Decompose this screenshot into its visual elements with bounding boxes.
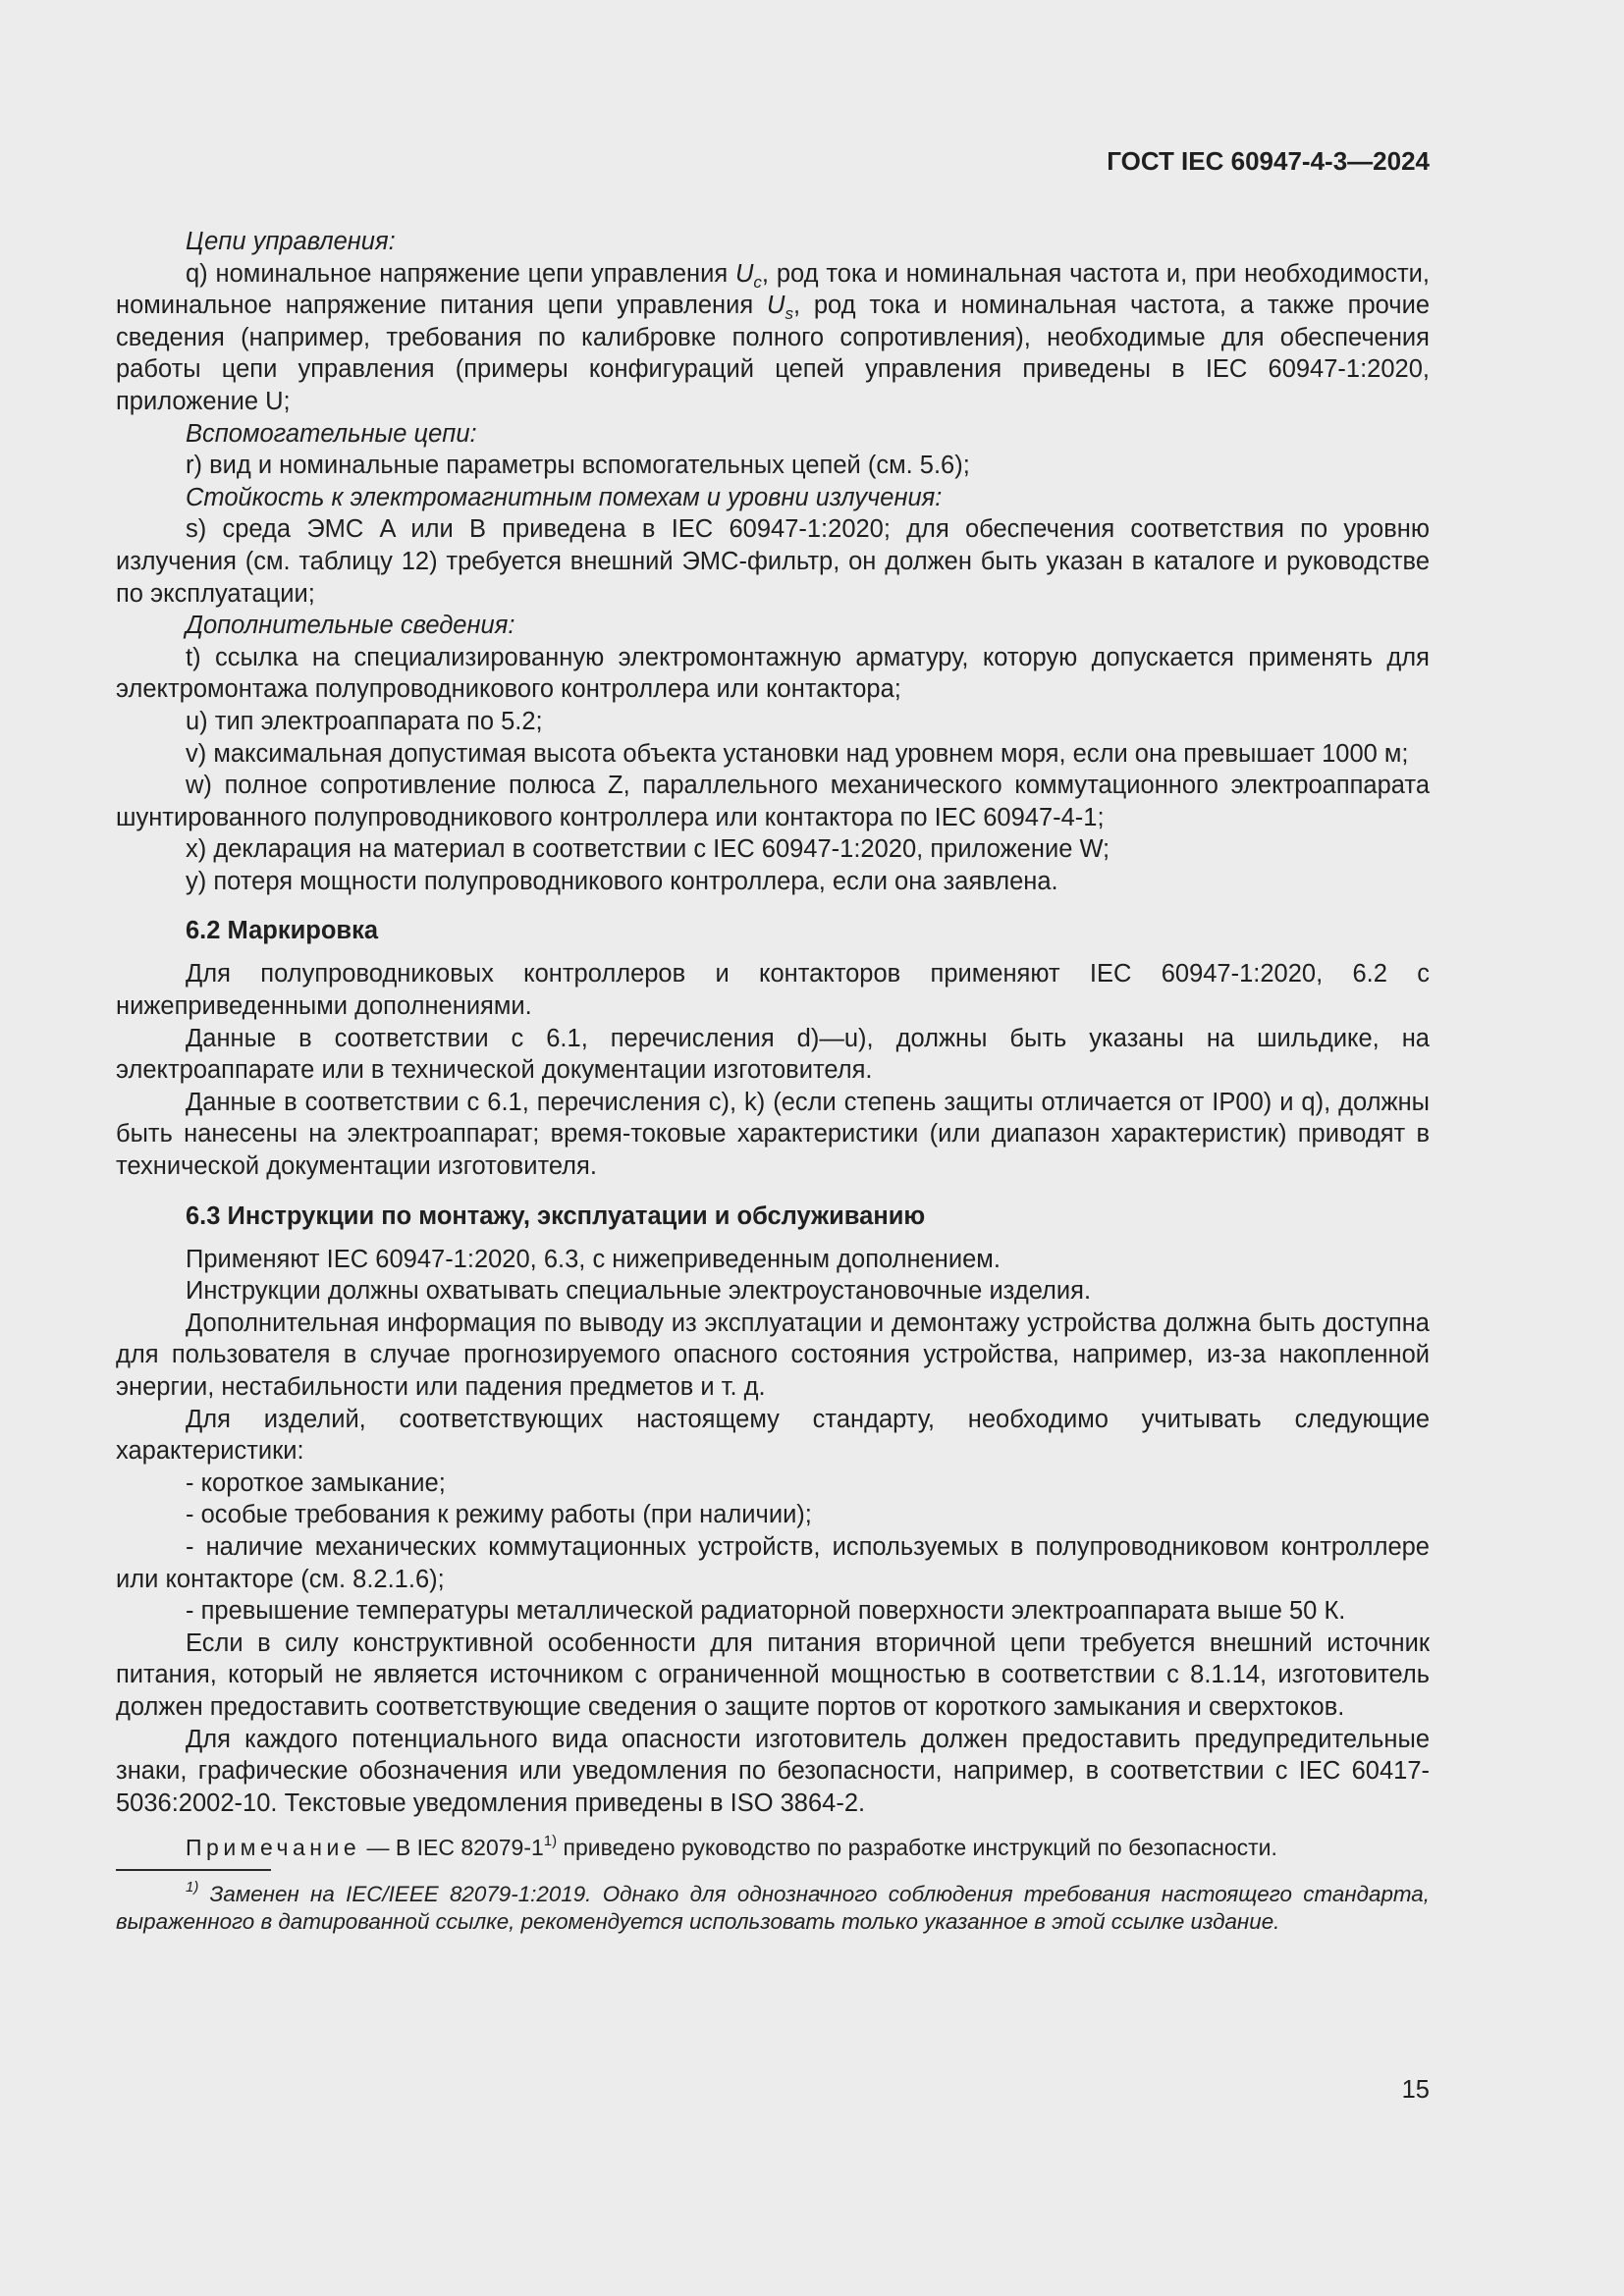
footnote-divider xyxy=(116,1869,271,1871)
list-item-x: x) декларация на материал в соответствии с IEC 60947-1:2020, приложение W; xyxy=(186,835,1110,864)
footnote-ref: 1) xyxy=(543,1833,558,1850)
list-item-s: s) среда ЭМС A или B приведена в IEC 60947-1:2020; для обеспечения соответствия по уровню излучения (см. таблицу 12) требуется внешний ЭМС-фильтр, он должен быть указан в каталоге и руководстве по эксплуатации; xyxy=(116,515,1430,608)
subheading-auxiliary-circuits: Вспомогательные цепи: xyxy=(186,419,477,448)
paragraph: Для изделий, соответствующих настоящему стандарту, необходимо учитывать следующие характеристики: xyxy=(116,1405,1430,1466)
paragraph: Если в силу конструктивной особенности для питания вторичной цепи требуется внешний источник питания, который не является источником с ограниченной мощностью в соответствии с 8.1.14, изготовитель должен предоставить соответствующие сведения о защите портов от короткого замыкания и сверхтоков. xyxy=(116,1629,1430,1721)
dash-list-item: - короткое замыкание; xyxy=(186,1468,446,1497)
list-item-v: v) максимальная допустимая высота объекта установки над уровнем моря, если она превышает 1000 м; xyxy=(186,739,1409,768)
page-content xyxy=(116,226,1430,1936)
note-label: Примечание xyxy=(186,1835,361,1861)
document-header: ГОСТ IEC 60947-4-3—2024 xyxy=(1107,146,1430,176)
list-item-r: r) вид и номинальные параметры вспомогательных цепей (см. 5.6); xyxy=(186,452,970,480)
list-item-t: t) ссылка на специализированную электромонтажную арматуру, которую допускается применять для электромонтажа полупроводникового контроллера или контактора; xyxy=(116,643,1430,704)
note: Примечание — В IEC 82079-1$^{1)}$ приведено руководство по разработке инструкций по безопасности. xyxy=(186,1833,1277,1861)
dash-list-item: - особые требования к режиму работы (при наличии); xyxy=(186,1501,812,1529)
dash-list-item: - превышение температуры металлической радиаторной поверхности электроаппарата выше 50 К. xyxy=(186,1597,1346,1626)
list-item-q: q) номинальное напряжение цепи управления $U_c$, род тока и номинальная частота и, при необходимости, номинальное напряжение питания цепи управления $U_s$, род тока и номинальная частота, а также прочие сведения (например, требования по калибровке полного сопротивления), необходимые для обеспечения работы цепи управления (примеры конфигураций цепей управления приведены в IEC 60947-1:2020, приложение U; xyxy=(116,259,1430,415)
footnote-marker: 1) xyxy=(186,1879,199,1896)
page-number: 15 xyxy=(1401,2076,1430,2104)
paragraph: Данные в соответствии с 6.1, перечисления d)—u), должны быть указаны на шильдике, на электроаппарате или в технической документации изготовителя. xyxy=(116,1024,1430,1085)
subheading-control-circuits: Цепи управления: xyxy=(186,228,396,255)
list-item-y: y) потеря мощности полупроводникового контроллера, если она заявлена. xyxy=(186,867,1058,895)
paragraph: Данные в соответствии с 6.1, перечисления c), k) (если степень защиты отличается от IP00) и q), должны быть нанесены на электроаппарат; время-токовые характеристики (или диапазон характеристик) приводят в технической документации изготовителя. xyxy=(116,1088,1430,1181)
paragraph: Для полупроводниковых контроллеров и контакторов применяют IEC 60947-1:2020, 6.2 с нижеприведенными дополнениями. xyxy=(116,960,1430,1021)
paragraph: Инструкции должны охватывать специальные электроустановочные изделия. xyxy=(186,1277,1092,1306)
paragraph: Для каждого потенциального вида опасности изготовитель должен предоставить предупредительные знаки, графические обозначения или уведомления по безопасности, например, в соответствии с IEC 60417-5036:2002-10. Текстовые уведомления приведены в ISO 3864-2. xyxy=(116,1725,1430,1817)
subheading-emc: Стойкость к электромагнитным помехам и уровни излучения: xyxy=(186,483,943,511)
section-heading-6-3: 6.3 Инструкции по монтажу, эксплуатации и обслуживанию xyxy=(186,1201,926,1230)
subheading-additional-info: Дополнительные сведения: xyxy=(186,612,515,640)
footnote: $^{1)}$ Заменен на IEC/IEEE 82079-1:2019. Однако для однозначного соблюдения требования настоящего стандарта, выраженного в датированной ссылке, рекомендуется использовать только указанное в этой ссылке издание. xyxy=(116,1879,1430,1935)
paragraph: Дополнительная информация по выводу из эксплуатации и демонтажу устройства должна быть доступна для пользователя в случае прогнозируемого опасного состояния устройства, например, из-за накопленной энергии, нестабильности или падения предметов и т. д. xyxy=(116,1308,1430,1401)
dash-list-item: - наличие механических коммутационных устройств, используемых в полупроводниковом контроллере или контакторе (см. 8.2.1.6); xyxy=(116,1532,1430,1593)
list-item-w: w) полное сопротивление полюса Z, параллельного механического коммутационного электроаппарата шунтированного полупроводникового контроллера или контактора по IEC 60947-4-1; xyxy=(116,772,1430,831)
list-item-u: u) тип электроаппарата по 5.2; xyxy=(186,707,543,735)
paragraph: Применяют IEC 60947-1:2020, 6.3, с нижеприведенным дополнением. xyxy=(186,1245,1001,1273)
section-heading-6-2: 6.2 Маркировка xyxy=(186,917,379,945)
